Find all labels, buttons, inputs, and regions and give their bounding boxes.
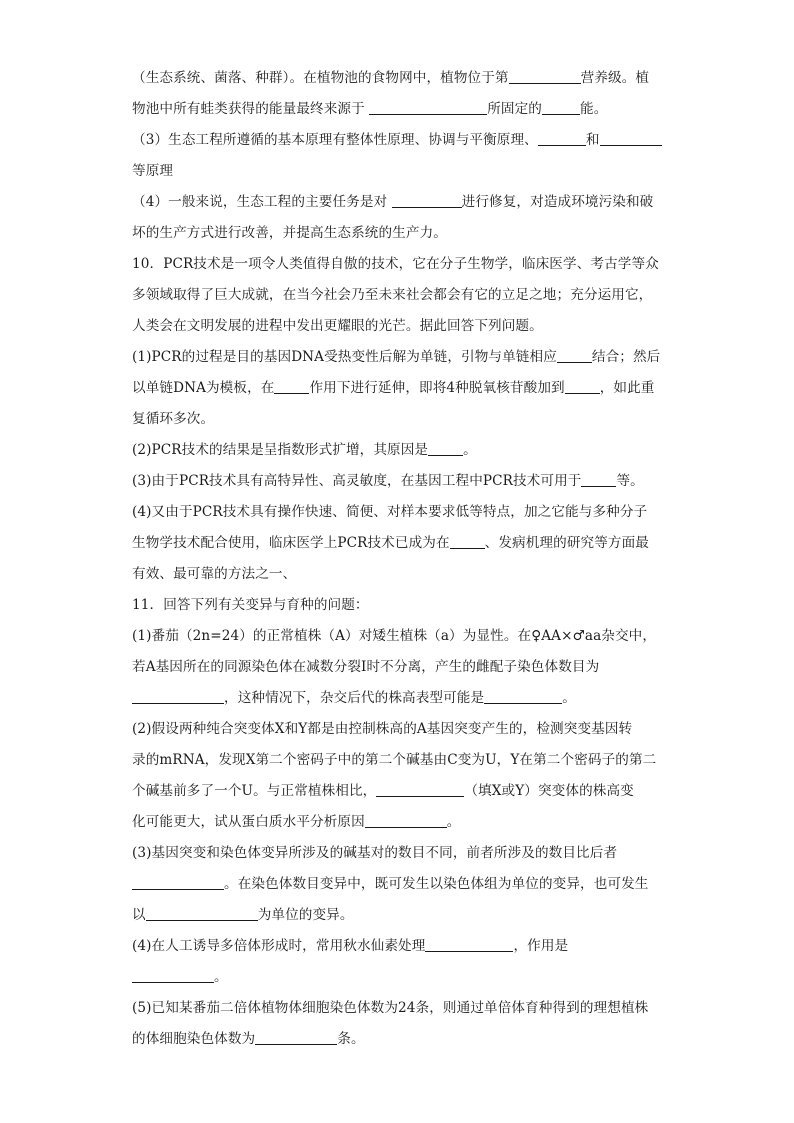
text-line: 坏的生产方式进行改善，并提高生态系统的生产力。 xyxy=(132,225,447,241)
text-line: (4)在人工诱导多倍体形成时，常用秋水仙素处理 ，作用是 xyxy=(132,938,569,954)
text-line: 个碱基前多了一个U。与正常植株相比， （填X或Y）突变体的株高变 xyxy=(132,783,634,799)
answer-blank xyxy=(484,689,562,704)
answer-blank xyxy=(376,782,464,797)
text-line: (3)由于PCR技术具有高特异性、高灵敏度，在基因工程中PCR技术可用于 等。 xyxy=(132,473,644,489)
answer-blank xyxy=(392,193,462,208)
text-line: （生态系统、菌落、种群）。在植物池的食物网中，植物位于第 营养级。植 xyxy=(132,70,650,86)
answer-blank xyxy=(538,131,586,146)
answer-blank xyxy=(132,968,214,983)
text-line: 若A基因所在的同源染色体在减数分裂Ⅰ时不分离，产生的雌配子染色体数目为 xyxy=(132,659,600,675)
text-line: 物池中所有蛙类获得的能量最终来源于 所固定的 能。 xyxy=(132,101,608,117)
text-line: 生物学技术配合使用，临床医学上PCR技术已成为在 、发病机理的研究等方面最 xyxy=(132,535,649,551)
text-line: 有效、最可靠的方法之一、 xyxy=(132,566,297,582)
text-line: 等原理 xyxy=(132,163,174,179)
text-line: (2)假设两种纯合突变体X和Y都是由控制株高的A基因突变产生的，检测突变基因转 xyxy=(132,721,633,737)
answer-blank xyxy=(425,937,513,952)
text-line: (4)又由于PCR技术具有操作快速、简便、对样本要求低等特点，加之它能与多种分子 xyxy=(132,504,648,520)
text-line: 以单链DNA为模板，在 作用下进行延伸，即将4种脱氧核苷酸加到 ，如此重 xyxy=(132,380,655,396)
text-line: 的体细胞染色体数为 条。 xyxy=(132,1031,365,1047)
answer-blank xyxy=(428,441,463,456)
answer-blank xyxy=(542,100,580,115)
answer-blank xyxy=(581,472,616,487)
text-line: （4）一般来说，生态工程的主要任务是对 进行修复，对造成环境污染和破 xyxy=(132,194,654,210)
document-body xyxy=(132,63,664,1055)
answer-blank xyxy=(255,1030,337,1045)
text-line: ，这种情况下，杂交后代的株高表型可能是 。 xyxy=(132,683,664,714)
text-line: (3)基因突变和染色体变异所涉及的碱基对的数目不同，前者所涉及的数目比后者 xyxy=(132,845,618,861)
question-10-line: 10．PCR技术是一项令人类值得自傲的技术，它在分子生物学，临床医学、考古学等众 xyxy=(132,256,659,272)
question-11-line: 11．回答下列有关变异与育种的问题： xyxy=(132,597,369,613)
text-line: 录的mRNA，发现X第二个密码子中的第二个碱基由C变为U，Y在第二个密码子的第二 xyxy=(132,752,657,768)
answer-blank xyxy=(557,348,592,363)
answer-blank xyxy=(565,379,600,394)
answer-blank xyxy=(132,689,224,704)
answer-blank xyxy=(509,69,581,84)
answer-blank xyxy=(369,100,487,115)
text-line: （3）生态工程所遵循的基本原理有整体性原理、协调与平衡原理、 和 xyxy=(132,125,664,156)
text-line: (1)PCR的过程是目的基因DNA受热变性后解为单链，引物与单链相应 结合；然后 xyxy=(132,349,661,365)
answer-blank xyxy=(132,875,224,890)
text-line: (1)番茄（2n=24）的正常植株（A）对矮生植株（a）为显性。在♀AA×♂aa杂交中， xyxy=(132,628,657,644)
text-line: 化可能更大，试从蛋白质水平分析原因 。 xyxy=(132,814,461,830)
text-line: 。 xyxy=(132,962,664,993)
text-line: 人类会在文明发展的进程中发出更耀眼的光芒。据此回答下列问题。 xyxy=(132,318,543,334)
answer-blank xyxy=(450,534,485,549)
text-line: 复循环多次。 xyxy=(132,411,215,427)
text-line: (5)已知某番茄二倍体植物体细胞染色体数为24条，则通过单倍体育种得到的理想植株 xyxy=(132,1000,649,1016)
text-line: 以 为单位的变异。 xyxy=(132,907,354,923)
answer-blank xyxy=(146,906,258,921)
text-line: 。在染色体数目变异中，既可发生以染色体组为单位的变异，也可发生 xyxy=(132,869,664,900)
answer-blank xyxy=(600,131,662,146)
text-line: (2)PCR技术的结果是呈指数形式扩增，其原因是 。 xyxy=(132,442,477,458)
text-line: 多领域取得了巨大成就，在当今社会乃至未来社会都会有它的立足之地；充分运用它， xyxy=(132,287,653,303)
answer-blank xyxy=(365,813,447,828)
answer-blank xyxy=(274,379,309,394)
